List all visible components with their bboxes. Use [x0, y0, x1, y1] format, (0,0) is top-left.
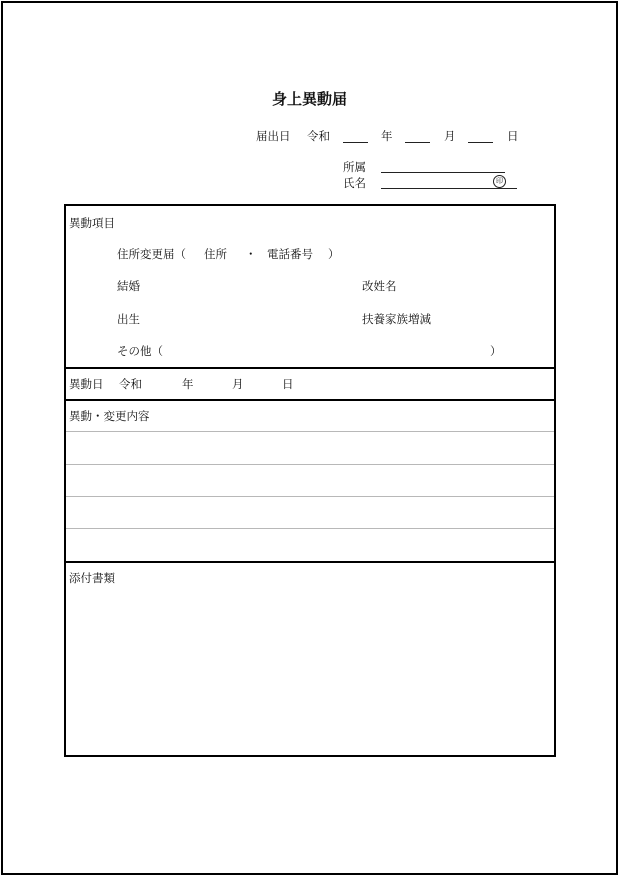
attachments-heading: 添付書類: [69, 571, 115, 585]
change-date-year: 年: [182, 377, 194, 391]
dependents-option[interactable]: 扶養家族増減: [362, 312, 431, 326]
submission-year-label: 年: [381, 129, 393, 143]
submission-date-label: 届出日: [256, 129, 291, 143]
divider: [66, 561, 554, 563]
separator-dot: ・: [245, 247, 257, 261]
details-line-4[interactable]: [66, 528, 554, 529]
submission-day-label: 日: [507, 129, 519, 143]
change-date-month: 月: [232, 377, 244, 391]
divider: [66, 399, 554, 401]
surname-change-option[interactable]: 改姓名: [362, 279, 397, 293]
address-change-option[interactable]: 住所変更届（: [117, 247, 186, 261]
form-table: [64, 204, 556, 757]
address-option[interactable]: 住所: [204, 247, 227, 261]
department-label: 所属: [343, 160, 366, 174]
name-label: 氏名: [343, 176, 366, 190]
submission-month-field[interactable]: [405, 142, 430, 143]
attachments-area[interactable]: [66, 591, 554, 753]
details-line-3[interactable]: [66, 496, 554, 497]
change-date-era: 令和: [119, 377, 142, 391]
submission-year-field[interactable]: [343, 142, 368, 143]
submission-month-label: 月: [444, 129, 456, 143]
name-field[interactable]: [381, 188, 517, 189]
divider: [66, 367, 554, 369]
form-title: 身上異動届: [271, 90, 347, 108]
other-option[interactable]: その他（: [117, 344, 163, 358]
submission-era: 令和: [307, 129, 330, 143]
department-field[interactable]: [381, 172, 505, 173]
phone-option[interactable]: 電話番号: [267, 247, 313, 261]
submission-day-field[interactable]: [468, 142, 493, 143]
change-date-label: 異動日: [69, 377, 104, 391]
marriage-option[interactable]: 結婚: [117, 279, 140, 293]
address-close-paren: ）: [328, 247, 340, 261]
items-heading: 異動項目: [69, 216, 115, 230]
other-close-paren: ）: [490, 344, 502, 358]
details-heading: 異動・変更内容: [69, 409, 150, 423]
seal-mark: 印: [493, 175, 506, 188]
details-line-2[interactable]: [66, 464, 554, 465]
birth-option[interactable]: 出生: [117, 312, 140, 326]
details-line-1[interactable]: [66, 431, 554, 432]
change-date-day: 日: [282, 377, 294, 391]
